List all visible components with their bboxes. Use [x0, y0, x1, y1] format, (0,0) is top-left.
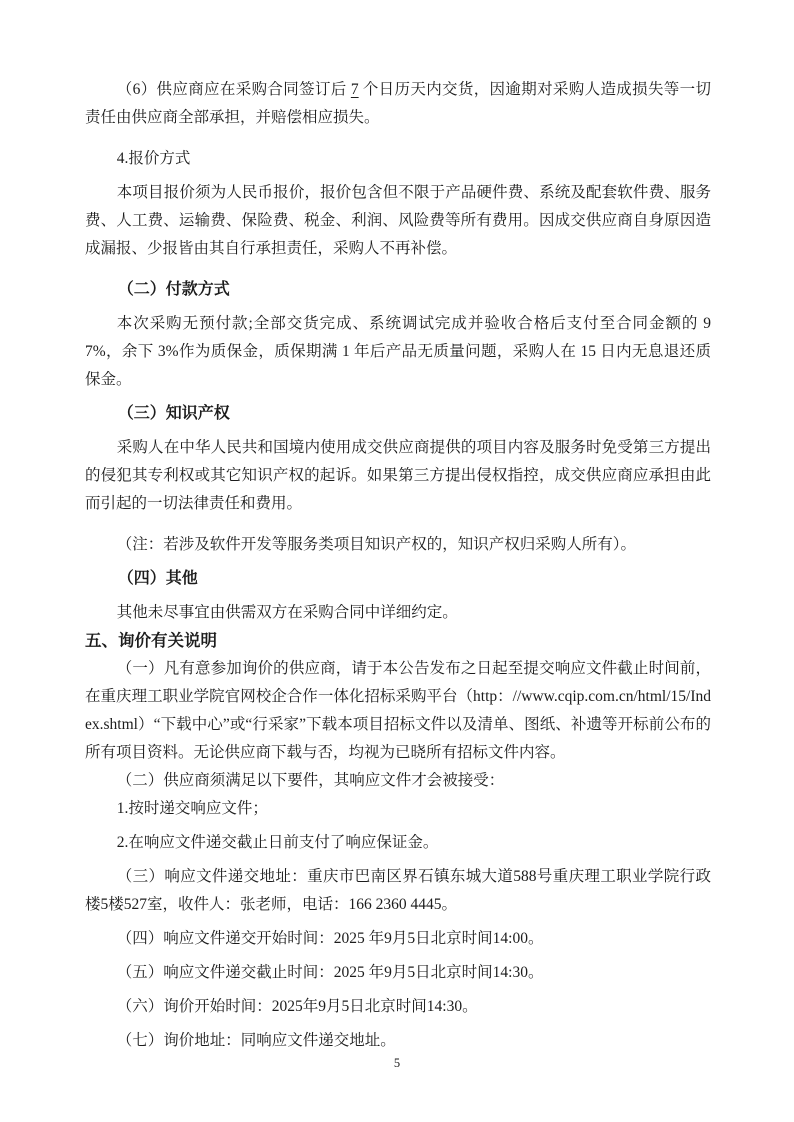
- text-run: （二）付款方式: [117, 281, 230, 298]
- clause-inquiry-address: [85, 1027, 711, 1055]
- clause-quote-currency: [85, 179, 711, 263]
- text-run: （三）响应文件递交地址：重庆市巴南区界石镇东城大道588号重庆理工职业学院行政楼5楼527室，收件人：张老师，电话：166 2360 4445。: [85, 868, 711, 913]
- heading-intellectual-property: [85, 400, 711, 428]
- clause-download-platform: [85, 655, 711, 767]
- clause-other-matters: [85, 599, 711, 627]
- clause-submission-start-time: [85, 925, 711, 953]
- text-run: （二）供应商须满足以下要件，其响应文件才会被接受：: [116, 772, 505, 789]
- text-run: 其他未尽事宜由供需双方在采购合同中详细约定。: [116, 604, 458, 621]
- clause-submission-address: [85, 863, 711, 919]
- clause-submission-deadline: [85, 959, 711, 987]
- heading-others: [85, 565, 711, 593]
- text-run: 本次采购无预付款;全部交货完成、系统调试完成并验收合格后支付至合同金额的 97%，余下 3%作为质保金，质保期满 1 年后产品无质量问题，采购人在 15 日内无息退还质保金。: [85, 315, 711, 388]
- heading-payment-method: [85, 276, 711, 304]
- text-run: （四）响应文件递交开始时间：2025 年9月5日北京时间14:00。: [116, 930, 544, 947]
- text-run: （6）供应商应在采购合同签订后: [116, 81, 351, 98]
- text-run: 个日历天内交货，因逾期对采购人造成损失等一切责任由供应商全部承担，并赔偿相应损失。: [85, 81, 711, 126]
- text-run: （七）询价地址：同响应文件递交地址。: [116, 1032, 396, 1049]
- text-run: （五）响应文件递交截止时间：2025 年9月5日北京时间14:30。: [116, 964, 544, 981]
- text-run: （三）知识产权: [117, 405, 230, 422]
- text-run: （六）询价开始时间：2025年9月5日北京时间14:30。: [116, 998, 478, 1015]
- clause-payment-terms: [85, 310, 711, 394]
- section-inquiry-notes: [85, 627, 711, 655]
- text-run: （一）凡有意参加询价的供应商，请于本公告发布之日起至提交响应文件截止时间前，在重庆理工职业学院官网校企合作一体化招标采购平台（http：//www.cqip.com.cn/html/15/Index.shtml）“下载中心”或“行采家”下载本项目招标文件以及清单、图纸、补遗等开标前公布的所有项目资料。无论供应商下载与否，均视为已晓所有招标文件内容。: [85, 660, 711, 761]
- text-run: 采购人在中华人民共和国境内使用成交供应商提供的项目内容及服务时免受第三方提出的侵犯其专利权或其它知识产权的起诉。如果第三方提出侵权指控，成交供应商应承担由此而引起的一切法律责任和费用。: [85, 439, 711, 512]
- clause-requirement-1: [85, 795, 711, 823]
- text-run: 本项目报价须为人民币报价，报价包含但不限于产品硬件费、系统及配套软件费、服务费、人工费、运输费、保险费、税金、利润、风险费等所有费用。因成交供应商自身原因造成漏报、少报皆由其自行承担责任，采购人不再补偿。: [85, 184, 711, 257]
- clause-inquiry-start-time: [85, 993, 711, 1021]
- text-run: 4.报价方式: [116, 150, 191, 167]
- clause-delivery-deadline: [85, 76, 711, 132]
- text-run: 1.按时递交响应文件；: [116, 800, 268, 817]
- text-run: （注：若涉及软件开发等服务类项目知识产权的，知识产权归采购人所有）。: [116, 536, 637, 553]
- clause-requirement-2: [85, 829, 711, 857]
- page-number: 5: [393, 1056, 401, 1070]
- underlined-value: 7: [350, 81, 359, 98]
- clause-acceptance-requirements: [85, 767, 711, 795]
- subheading-quote-method: [85, 145, 711, 173]
- clause-ip-protection: [85, 434, 711, 518]
- text-run: 五、询价有关说明: [85, 632, 217, 650]
- clause-ip-note: [85, 531, 711, 559]
- document-body: [85, 76, 711, 1055]
- text-run: 2.在响应文件递交截止日前支付了响应保证金。: [116, 834, 439, 851]
- text-run: （四）其他: [117, 570, 198, 587]
